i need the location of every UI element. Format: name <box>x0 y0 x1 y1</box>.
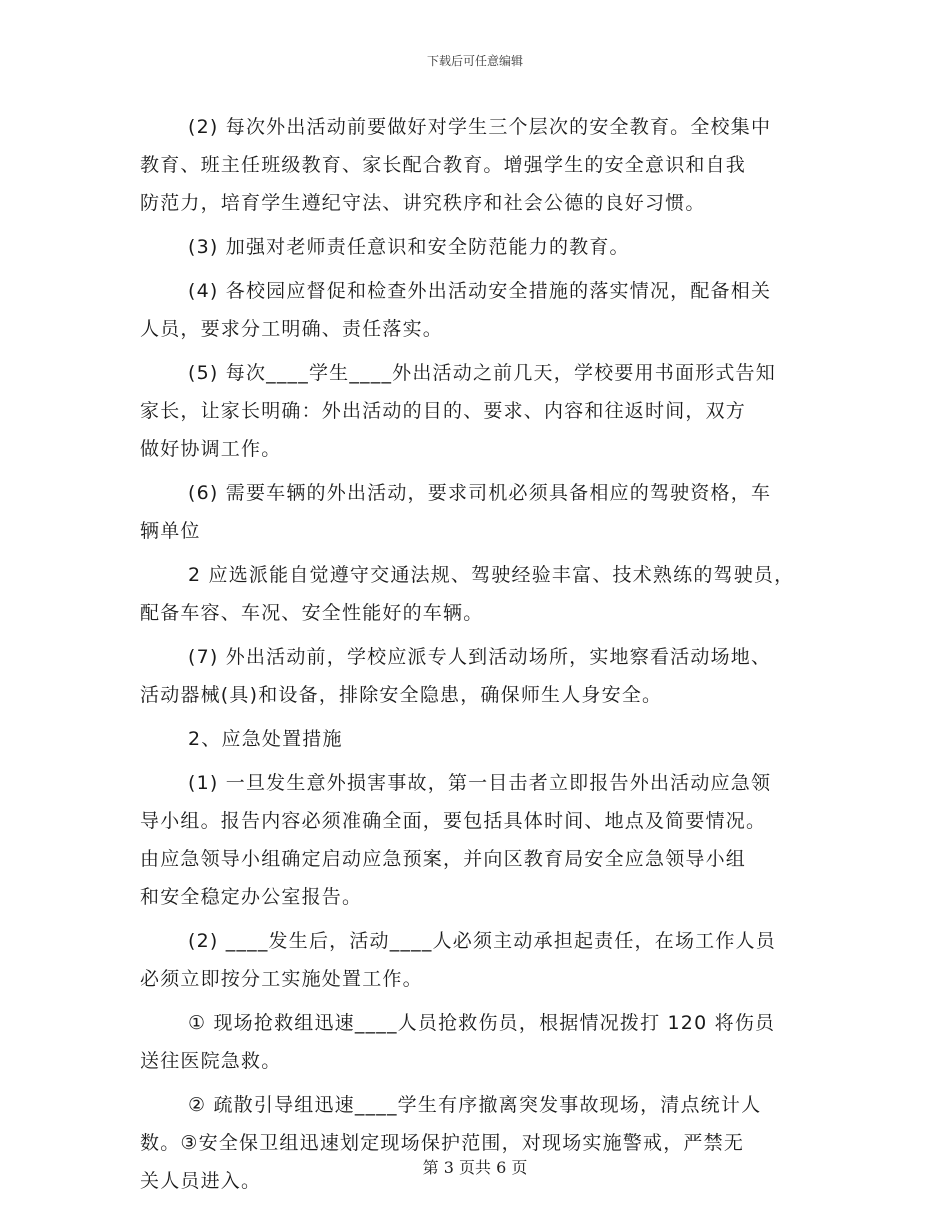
text-line: 配备车容、车况、安全性能好的车辆。 <box>140 602 484 624</box>
text-line: 必须立即按分工实施处置工作。 <box>140 968 423 990</box>
text-line: 导小组。报告内容必须准确全面，要包括具体时间、地点及简要情况。 <box>140 810 767 832</box>
text-line: 关人员进入。 <box>140 1170 262 1192</box>
text-line: ② 疏散引导组迅速____学生有序撤离突发事故现场，清点统计人 <box>188 1094 762 1116</box>
text-line: (5) 每次____学生____外出活动之前几天，学校要用书面形式告知 <box>188 362 776 384</box>
text-line: 和安全稳定办公室报告。 <box>140 886 363 908</box>
page-footer: 第 3 页共 6 页 <box>422 1158 528 1177</box>
text-line: (6) 需要车辆的外出活动，要求司机必须具备相应的驾驶资格，车 <box>188 482 772 504</box>
text-line: 防范力，培育学生遵纪守法、讲究秩序和社会公德的良好习惯。 <box>140 192 706 214</box>
text-line: 家长，让家长明确：外出活动的目的、要求、内容和往返时间，双方 <box>140 400 747 422</box>
text-line: (2) ____发生后，活动____人必须主动承担起责任，在场工作人员 <box>188 930 776 952</box>
text-line: 活动器械(具)和设备，排除安全隐患，确保师生人身安全。 <box>140 684 663 706</box>
text-line: 做好协调工作。 <box>140 438 282 460</box>
text-line: (3) 加强对老师责任意识和安全防范能力的教育。 <box>188 236 630 258</box>
text-line: 数。③安全保卫组迅速划定现场保护范围，对现场实施警戒，严禁无 <box>140 1132 745 1154</box>
page-header: 下载后可任意编辑 <box>426 54 523 68</box>
text-line: (4) 各校园应督促和检查外出活动安全措施的落实情况，配备相关 <box>188 280 772 302</box>
text-line: 辆单位 <box>140 520 201 542</box>
document-body <box>140 108 820 1200</box>
text-line: 2 应选派能自觉遵守交通法规、驾驶经验丰富、技术熟练的驾驶员， <box>188 564 795 586</box>
text-line: 2、应急处置措施 <box>188 728 343 750</box>
text-line: (2) 每次外出活动前要做好对学生三个层次的安全教育。全校集中 <box>188 116 772 138</box>
text-line: 人员，要求分工明确、责任落实。 <box>140 318 444 340</box>
text-line: (1) 一旦发生意外损害事故，第一目击者立即报告外出活动应急领 <box>188 772 772 794</box>
text-line: (7) 外出活动前，学校应派专人到活动场所，实地察看活动场地、 <box>188 646 772 668</box>
text-line: 送往医院急救。 <box>140 1050 282 1072</box>
text-line: 教育、班主任班级教育、家长配合教育。增强学生的安全意识和自我 <box>140 154 747 176</box>
text-line: ① 现场抢救组迅速____人员抢救伤员，根据情况拨打 120 将伤员 <box>188 1012 776 1034</box>
text-line: 由应急领导小组确定启动应急预案，并向区教育局安全应急领导小组 <box>140 848 747 870</box>
